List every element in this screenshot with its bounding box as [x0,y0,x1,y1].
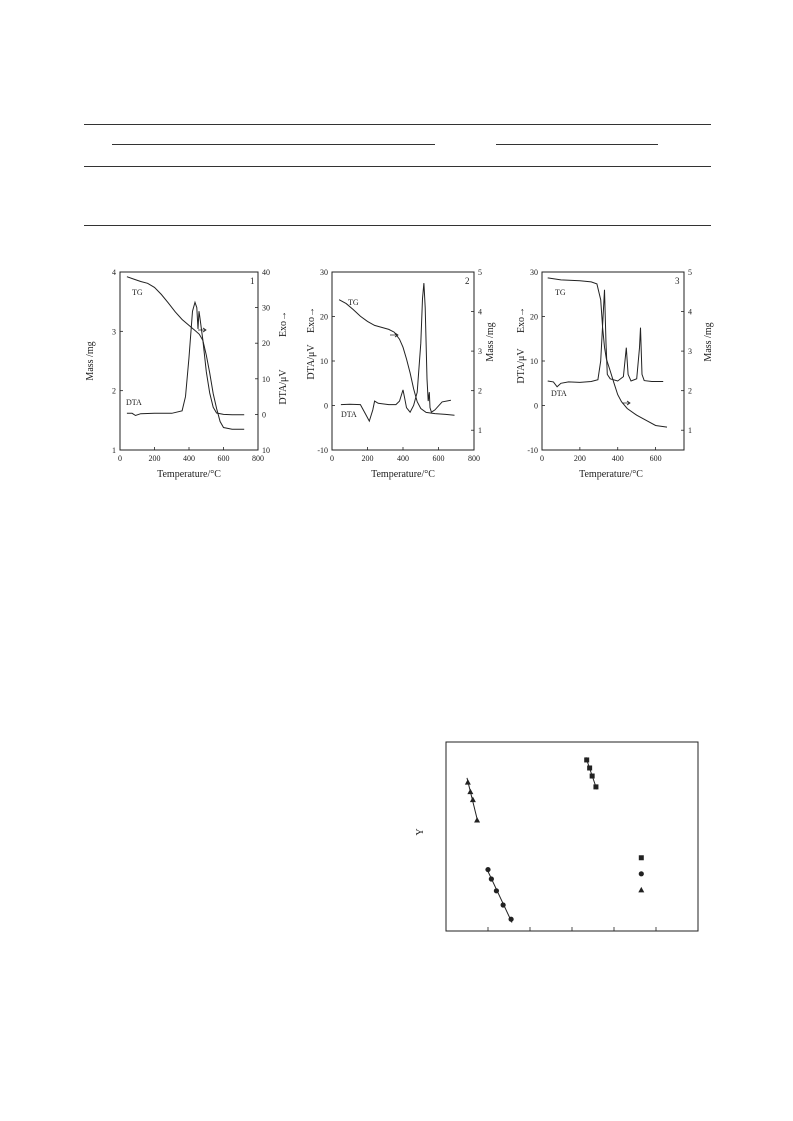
x-tick-label: 200 [361,454,374,463]
y-axis-label: Y [415,828,426,836]
x-axis-label: Temperature/°C [579,469,643,480]
triangle-point [465,779,471,785]
x-ticks [540,447,662,463]
table-top-rule [84,124,711,125]
y-right-tick-label: 20 [262,339,270,349]
x-tick-label: 0 [330,454,334,463]
legend-circle-marker [639,871,644,876]
panel-number: 1 [250,276,255,286]
scatter-chart [410,738,710,948]
plot-frame [542,272,684,450]
dta-label: DTA [341,410,357,419]
y-right-ticks [681,268,692,435]
x-tick-label: 600 [649,454,662,463]
y-left-tick-label: 3 [112,327,116,337]
y-left-axis-label: DTA/μV [516,348,527,384]
y-left-tick-label: -10 [317,446,328,455]
square-point [587,765,592,770]
square-point [590,774,595,779]
y-left-axis-label: Mass /mg [85,341,96,381]
table-group-rule-right [496,144,658,145]
plot-frame [446,742,698,931]
x-tick-label: 400 [397,454,409,463]
y-right-tick-label: 2 [478,386,482,396]
y-left-tick-label: 20 [320,312,328,322]
x-ticks [488,927,656,931]
triangle-point [474,817,480,823]
circle-point [494,888,499,893]
y-right-axis-label: DTA/μV [278,369,289,405]
triangle-point [470,797,476,803]
tg-dta-chart-3 [508,262,718,482]
legend-square-marker [639,855,644,860]
x-tick-label: 0 [118,454,122,463]
table-group-rule-left [112,144,435,145]
y-right-tick-label: 1 [688,426,692,436]
y-left-tick-label: 30 [320,268,328,277]
table-header-rule [84,166,711,167]
scatter-marks [465,757,599,922]
dta-curve [548,290,664,387]
y-right-tick-label: 10 [262,374,270,384]
table-bottom-rule [84,225,711,226]
y-right-tick-label: 30 [262,303,270,313]
x-tick-label: 200 [573,454,586,463]
x-tick-label: 200 [148,454,161,463]
y-left-ticks [112,268,123,455]
x-tick-label: 400 [183,454,195,463]
exo-label: Exo→ [516,306,527,334]
tg-label: TG [555,288,566,297]
panel-number: 2 [465,276,470,286]
tg-label: TG [132,288,143,297]
y-right-tick-label: 4 [478,307,482,317]
y-right-axis-label: Mass /mg [485,322,496,362]
x-axis-label: Temperature/°C [371,469,435,480]
dta-curve [127,302,244,415]
circle-point [485,867,490,872]
dta-label: DTA [126,398,142,407]
x-ticks [118,447,264,463]
x-tick-label: 800 [252,454,264,463]
y-right-tick-label: 4 [688,307,692,317]
x-tick-label: 0 [540,454,544,463]
y-left-tick-label: 1 [112,446,116,455]
tg-label: TG [348,298,359,307]
y-right-tick-label: 5 [688,268,692,277]
y-left-tick-label: 20 [530,312,538,322]
x-tick-label: 400 [611,454,624,463]
x-axis-label: Temperature/°C [157,469,221,480]
exo-label: Exo→ [278,310,289,338]
y-left-tick-label: 0 [534,401,538,411]
square-point [584,757,589,762]
x-tick-label: 600 [432,454,445,463]
y-left-tick-label: 0 [324,401,328,411]
exo-label: Exo→ [306,306,317,334]
circle-point [501,902,506,907]
y-right-tick-label: 3 [478,347,482,357]
y-right-axis-label: Mass /mg [703,322,714,362]
tg-dta-chart-1 [80,262,289,482]
tg-curve [127,277,244,430]
y-right-tick-label: 0 [262,410,266,420]
y-right-tick-label: 40 [262,268,270,277]
x-ticks [330,447,480,463]
y-right-tick-label: 5 [478,268,482,277]
y-left-tick-label: 30 [530,268,538,277]
square-point [593,784,598,789]
tg-dta-chart-2 [294,262,494,482]
y-left-axis-label: DTA/μV [306,344,317,380]
legend-triangle-marker [638,887,644,893]
panel-number: 3 [675,276,680,286]
circle-point [489,876,494,881]
y-left-tick-label: 2 [112,386,116,396]
y-right-tick-label: 1 [478,426,482,436]
legend [638,855,644,892]
y-right-tick-label: 3 [688,347,692,357]
triangle-point [467,789,473,795]
y-right-tick-label: 2 [688,386,692,396]
circle-point [509,917,514,922]
y-left-tick-label: 10 [530,357,538,366]
y-left-tick-label: 10 [320,357,328,366]
y-right-ticks [471,268,482,435]
tg-curve [548,278,667,427]
x-tick-label: 600 [217,454,230,463]
x-tick-label: 800 [468,454,480,463]
dta-label: DTA [551,389,567,398]
y-right-ticks [255,268,270,455]
tg-curve [339,300,454,416]
y-left-tick-label: 4 [112,268,116,277]
y-left-tick-label: -10 [527,446,538,455]
y-right-tick-label: 10 [262,446,270,455]
